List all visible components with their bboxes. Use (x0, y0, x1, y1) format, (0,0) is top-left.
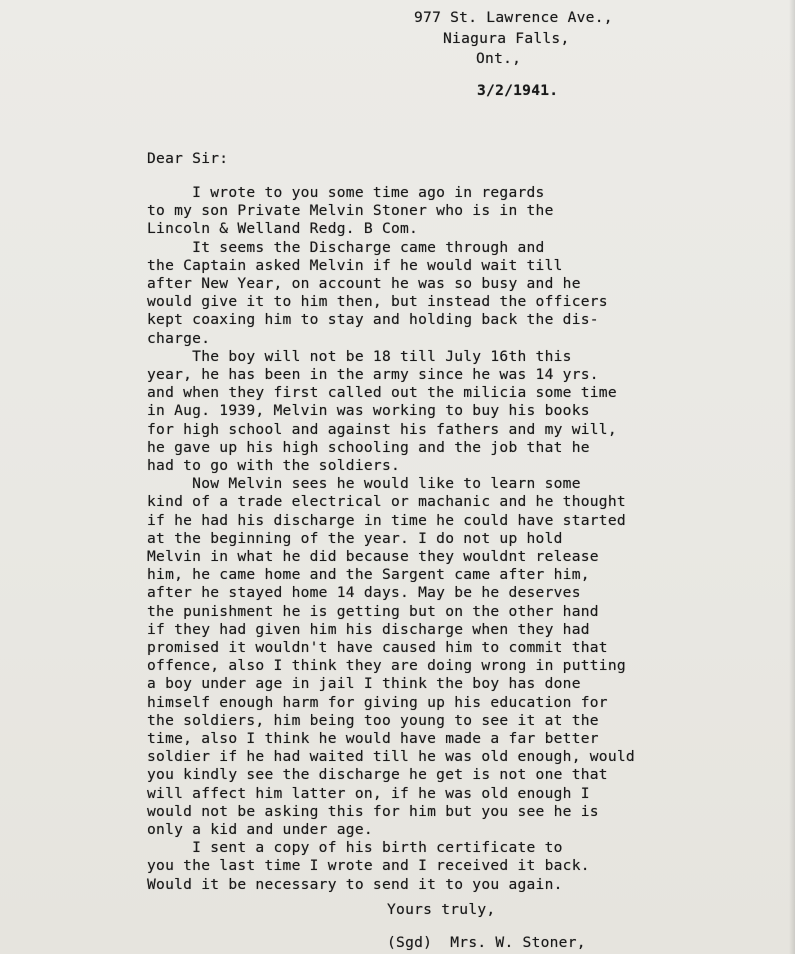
body-line: after New Year, on account he was so busy and he (147, 275, 581, 292)
body-line: Now Melvin sees he would like to learn some (147, 475, 581, 493)
body-line: would give it to him then, but instead the officers (147, 293, 608, 311)
address-province: Ont., (476, 50, 522, 67)
body-line: if they had given him his discharge when they had (147, 620, 590, 638)
body-line: kept coaxing him to stay and holding back the dis- (147, 311, 599, 329)
address-city: Niagura Falls, (443, 30, 570, 47)
page-edge-shadow (789, 0, 795, 954)
body-line: charge. (147, 329, 211, 347)
body-line: at the beginning of the year. I do not up hold (147, 529, 563, 547)
body-line: kind of a trade electrical or machanic and he thought (147, 493, 626, 511)
body-line: I wrote to you some time ago in regards (147, 184, 545, 201)
body-line: in Aug. 1939, Melvin was working to buy his books (147, 402, 590, 420)
body-line: year, he has been in the army since he was 14 yrs. (147, 366, 599, 383)
body-line: would not be asking this for him but you see he is (147, 802, 599, 820)
body-line: had to go with the soldiers. (147, 457, 401, 474)
body-line: you kindly see the discharge he get is not one that (147, 766, 608, 784)
body-line: you the last time I wrote and I received it back. (147, 857, 590, 875)
body-line: only a kid and under age. (147, 821, 373, 838)
letter-date: 3/2/1941. (477, 82, 559, 99)
body-line: he gave up his high schooling and the job that he (147, 438, 590, 456)
body-line: will affect him latter on, if he was old enough I (147, 784, 590, 802)
closing: Yours truly, (387, 901, 496, 918)
body-line: The boy will not be 18 till July 16th this (147, 347, 572, 365)
body-line: if he had his discharge in time he could have started (147, 511, 626, 529)
salutation: Dear Sir: (147, 150, 229, 167)
body-line: him, he came home and the Sargent came after him, (147, 566, 590, 584)
body-line: the punishment he is getting but on the other hand (147, 602, 599, 620)
body-line: Lincoln & Welland Redg. B Com. (147, 220, 419, 238)
body-line: the Captain asked Melvin if he would wait till (147, 256, 563, 274)
signature: (Sgd) Mrs. W. Stoner, (387, 934, 586, 951)
body-line: offence, also I think they are doing wrong in putting (147, 657, 626, 675)
body-line: after he stayed home 14 days. May be he deserves (147, 584, 581, 602)
body-line: It seems the Discharge came through and (147, 238, 545, 256)
body-line: to my son Private Melvin Stoner who is in the (147, 202, 554, 220)
body-line: and when they first called out the milicia some time (147, 384, 617, 402)
body-line: himself enough harm for giving up his education for (147, 693, 608, 711)
body-line: for high school and against his fathers and my will, (147, 420, 617, 438)
body-line: promised it wouldn't have caused him to commit that (147, 639, 608, 656)
body-line: Melvin in what he did because they wouldnt release (147, 548, 599, 565)
body-line: soldier if he had waited till he was old enough, would (147, 748, 635, 766)
body-line: a boy under age in jail I think the boy has done (147, 675, 581, 693)
body-line: time, also I think he would have made a far better (147, 730, 599, 747)
address-street: 977 St. Lawrence Ave., (414, 9, 613, 26)
body-line: I sent a copy of his birth certificate to (147, 839, 563, 857)
body-line: Would it be necessary to send it to you again. (147, 875, 563, 893)
body-line: the soldiers, him being too young to see it at the (147, 711, 599, 729)
